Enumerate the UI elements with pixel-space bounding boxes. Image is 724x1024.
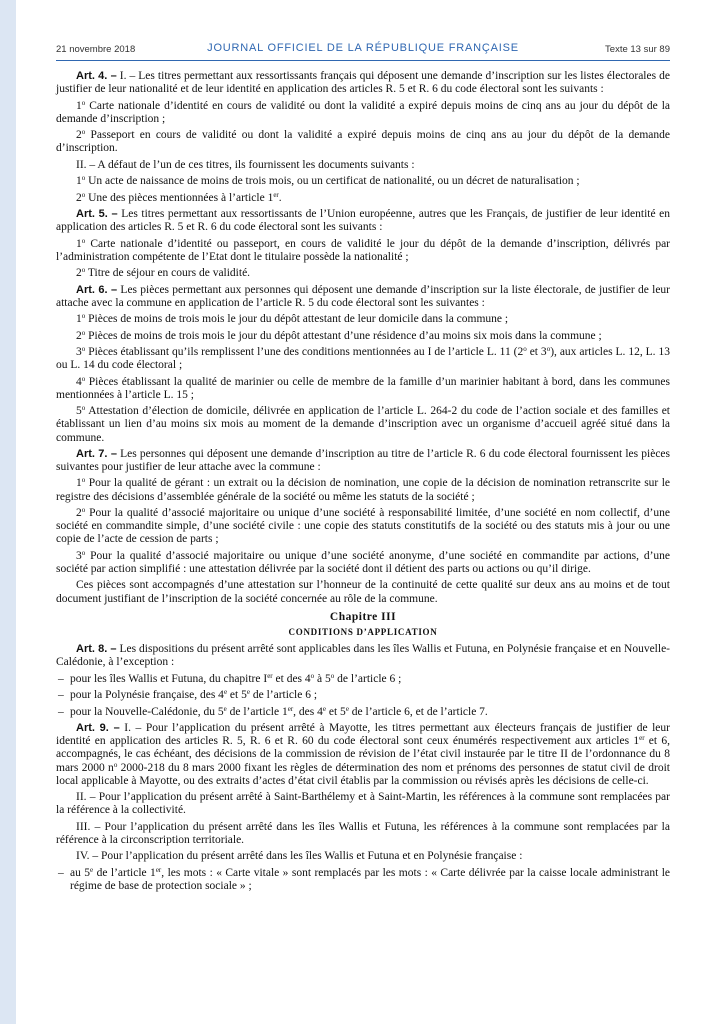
left-margin-band	[0, 0, 16, 1024]
art5-item-2: 2$^o$ Titre de séjour en cours de validité.	[76, 266, 251, 280]
art4-intro: Art. 4. – I. – Les titres permettant aux ressortissants français qui déposent une demande d’inscription sur les listes électorales de justifier de leur nationalité et de leur identité en application des articles R. 5 et R. 6 du code électoral sont les suivants :	[56, 70, 670, 96]
art7-label: Art. 7. –	[76, 447, 117, 460]
art4-section-2: II. – A défaut de l’un de ces titres, ils fournissent les documents suivants :	[76, 158, 415, 171]
art4-item-1: 1$^o$ Carte nationale d’identité en cours de validité ou dont la validité a expiré depuis moins de cinq ans au jour du dépôt de la demande d’inscription ;	[56, 98, 670, 125]
art6-item-3: 3$^o$ Pièces établissant qu’ils remplissent l’une des conditions mentionnées au I de l’article L. 11 (2$^o$ et 3$^o$), aux articles L. 12, L. 13 ou L. 14 du code électoral ;	[56, 344, 670, 372]
art9-section-2: II. – Pour l’application du présent arrêté à Saint-Barthélemy et à Saint-Martin, les références à la commune sont remplacées par la référence à la collectivité.	[56, 791, 670, 817]
header-rule	[56, 60, 670, 61]
art5-intro: Art. 5. – Les titres permettant aux ressortissants de l’Union européenne, autres que les Français, de justifier de leur identité en application des articles R. 5 et R. 6 du code électoral sont les suivants :	[56, 207, 671, 234]
art4-label: Art. 4. –	[76, 70, 117, 82]
chapter-subtitle: CONDITIONS D’APPLICATION	[288, 627, 438, 638]
art7-item-2: 2$^o$ Pour la qualité d’associé majoritaire ou unique d’une société à responsabilité limitée, d’une société en nom collectif, d’une société en commandite simple, d’une société civile : une copie des statuts constitutifs de la société ou des statuts mis à jour ou une copie de l’acte de cession de parts ;	[56, 506, 670, 546]
art6-label: Art. 6. –	[76, 283, 118, 296]
art4-item-2: 2$^o$ Passeport en cours de validité ou dont la validité a expiré depuis moins de cinq ans au jour du dépôt de la demande d’inscription.	[56, 128, 670, 155]
art5-item-1: 1$^o$ Carte nationale d’identité ou passeport, en cours de validité le jour du dépôt de la demande d’inscription, délivrés par l’administration compétente de l’Etat dont le titulaire possède la nationalité ;	[56, 236, 671, 263]
art4-item-4: 2$^o$ Une des pièces mentionnées à l’article 1er.	[76, 190, 282, 204]
art7-closing: Ces pièces sont accompagnés d’une attestation sur l’honneur de la continuité de cette qualité sur deux ans au moins et de tout document justifiant de l’inscription de la société concernée au rôle de la commune.	[56, 579, 670, 605]
art7-intro: Art. 7. – Les personnes qui déposent une demande d’inscription au titre de l’article R. 6 du code électoral fournissent les pièces suivantes pour justifier de leur attache avec la commune :	[56, 447, 671, 474]
art6-item-2: 2$^o$ Pièces de moins de trois mois le jour du dépôt attestant d’une résidence d’au moins six mois dans la commune ;	[76, 328, 602, 342]
chapter-title: Chapitre III	[329, 610, 397, 623]
art9-section-1: Art. 9. – I. – Pour l’application du présent arrêté à Mayotte, les titres permettant aux électeurs français de justifier de leur identité en application des articles R. 5, R. 6 et R. 60 du code électoral sont ceux énumérés respectivement aux articles 1er et 6, accompagnés, le cas échéant, des décisions de la commission de révision de l’état civil instaurée par le titre II de l’ordonnance du 8 mars 2000 $n^o$ 2000-218 du 8 mars 2000 fixant les règles de détermination des nom et prénoms des personnes de statut civil de droit local applicable à Mayotte, ou des extraits d’actes d’état civil établis par la commission ou révisés après les décisions de celle-ci.	[56, 722, 670, 787]
header-date: 21 novembre 2018	[56, 44, 136, 55]
art9-section-3: III. – Pour l’application du présent arrêté dans les îles Wallis et Futuna, les références à la commune sont remplacées par la référence à la circonscription territoriale.	[56, 820, 670, 847]
art9-section-4: IV. – Pour l’application du présent arrêté dans les îles Wallis et Futuna et en Polynésie française :	[76, 850, 523, 863]
art8-intro: Art. 8. – Les dispositions du présent arrêté sont applicables dans les îles Wallis et Futuna, en Polynésie française et en Nouvelle-Calédonie, à l’exception :	[56, 643, 670, 669]
art7-item-1: 1$^o$ Pour la qualité de gérant : un extrait ou la décision de nomination, une copie de la décision de nomination retranscrite sur le registre des décisions d’assemblée générale de la société ou même les statuts de la société ;	[56, 476, 670, 503]
art9-dash-1: – au 5e de l’article 1er, les mots : « Carte vitale » sont remplacés par les mots : « Carte délivrée par la caisse locale administrant le régime de base de protection sociale » ;	[58, 865, 671, 893]
page-header	[56, 44, 670, 58]
art6-item-4: 4$^o$ Pièces établissant la qualité de marinier ou celle de membre de la famille d’un marinier habitant à bord, dans les communes mentionnées à l’article L. 15 ;	[56, 374, 670, 401]
page-number: Texte 13 sur 89	[605, 44, 670, 55]
art4-item-3: 1$^o$ Un acte de naissance de moins de trois mois, ou un certificat de nationalité, ou un décret de naturalisation ;	[76, 174, 580, 188]
art7-item-3: 3$^o$ Pour la qualité d’associé majoritaire ou unique d’une société anonyme, d’une société en commandite par actions, d’une société par action simplifié : une attestation délivrée par la société dont il détient des parts ou actions ou qu’il dirige.	[56, 548, 671, 576]
art8-label: Art. 8. –	[76, 643, 117, 656]
journal-title: JOURNAL OFFICIEL DE LA RÉPUBLIQUE FRANÇAISE	[207, 42, 519, 54]
art5-label: Art. 5. –	[76, 207, 118, 220]
art9-label: Art. 9. –	[76, 722, 120, 735]
art6-intro: Art. 6. – Les pièces permettant aux personnes qui déposent une demande d’inscription sur la liste électorale, de justifier de leur attache avec la commune en application de l’article R. 5 du code électoral sont les suivantes :	[56, 283, 670, 309]
art8-dash-3: – pour la Nouvelle-Calédonie, du 5e de l’article 1er, des 4e et 5e de l’article 6, et de l’article 7.	[58, 704, 488, 718]
art6-item-1: 1$^o$ Pièces de moins de trois mois le jour du dépôt attestant de leur domicile dans la commune ;	[76, 312, 509, 326]
document-body	[56, 70, 670, 896]
art8-dash-2: – pour la Polynésie française, des 4e et 5e de l’article 6 ;	[58, 688, 318, 702]
art8-dash-1: – pour les îles Wallis et Futuna, du chapitre Ier et des 4$^o$ à 5$^o$ de l’article 6 ;	[58, 671, 402, 685]
art6-item-5: 5$^o$ Attestation d’élection de domicile, délivrée en application de l’article L. 264-2 du code de l’action sociale et des familles et établissant un lien d’au moins six mois au moment de la demande d’inscription avec un organisme d’accueil agréé situé dans la commune.	[56, 404, 670, 444]
